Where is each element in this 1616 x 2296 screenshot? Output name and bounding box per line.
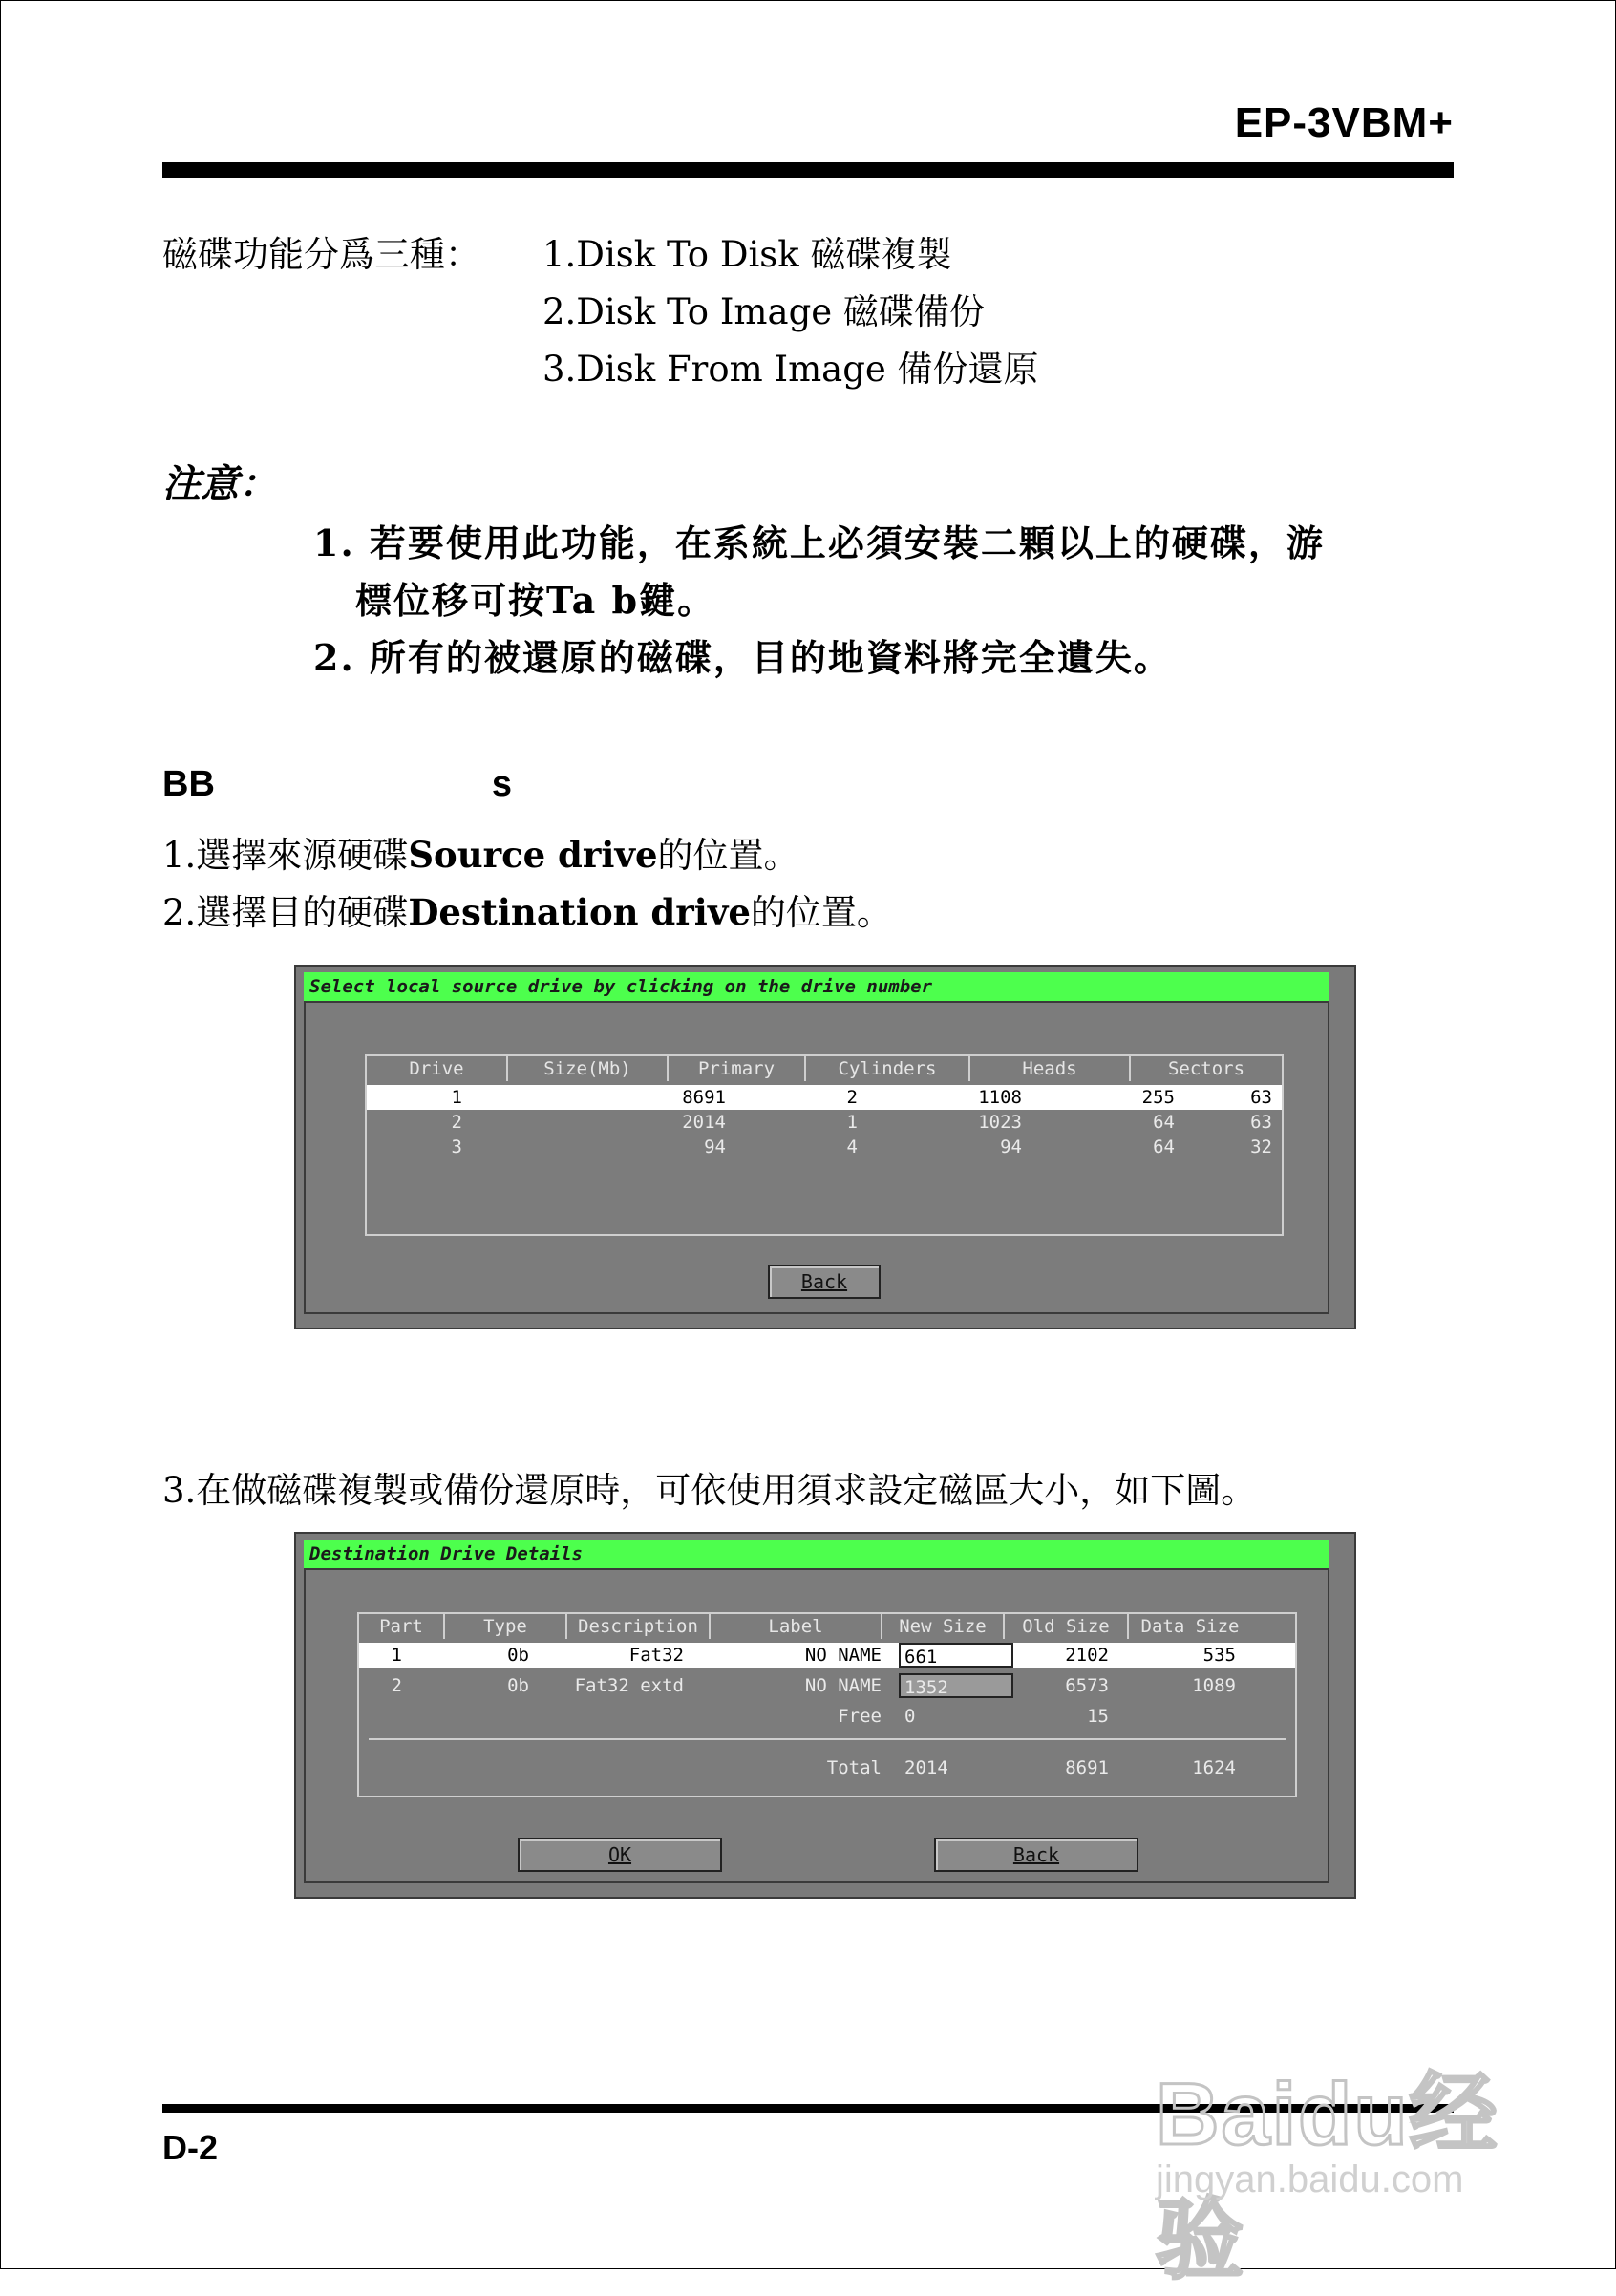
partition-table-header: [359, 1614, 1295, 1639]
step-1-pre: 1.選擇來源硬碟: [162, 835, 409, 876]
drive-cell: 94: [1000, 1137, 1022, 1158]
step-2: [162, 883, 892, 935]
partition-row-2[interactable]: [359, 1673, 1295, 1698]
back-button[interactable]: [768, 1265, 881, 1299]
free-row: [359, 1704, 1295, 1729]
total-new-size: 2014: [904, 1757, 948, 1778]
free-label: Free: [838, 1706, 882, 1727]
total-label: Total: [826, 1757, 882, 1778]
note-line-2: 2. 所有的被還原的磁碟，目的地資料將完全遺失。: [313, 636, 1172, 679]
free-old-size: 15: [1087, 1706, 1109, 1727]
total-data-size: 1624: [1192, 1757, 1236, 1778]
drive-cell: 2: [846, 1087, 858, 1108]
drive-cell: 63: [1250, 1087, 1272, 1108]
drive-table: [365, 1054, 1284, 1236]
source-drive-title: Select local source drive by clicking on the drive number: [304, 972, 1329, 1001]
col-data-size: Data Size: [1140, 1616, 1240, 1637]
partition-row-1[interactable]: [359, 1643, 1295, 1668]
intro-item-3: 3.Disk From Image 備份還原: [542, 349, 1039, 390]
back-button-label: Back: [800, 1270, 848, 1293]
header-title: EP-3VBM+: [1234, 99, 1454, 146]
drive-cell: 1108: [978, 1087, 1022, 1108]
free-new-size: 0: [904, 1706, 916, 1727]
ok-button[interactable]: [518, 1838, 722, 1872]
drive-cell: 8691: [682, 1087, 726, 1108]
col-type: Type: [445, 1614, 567, 1639]
drive-cell: 64: [1153, 1112, 1175, 1133]
partition-table: [357, 1612, 1297, 1797]
destination-details-title: Destination Drive Details: [304, 1540, 1329, 1568]
partition-cell: 2102: [1065, 1645, 1109, 1666]
step-2-bold: Destination drive: [408, 891, 751, 933]
partition-cell: 6573: [1065, 1675, 1109, 1696]
drive-table-header: [367, 1056, 1282, 1081]
step-3: 3.在做磁碟複製或備份還原時，可依使用須求設定磁區大小，如下圖。: [162, 1470, 1257, 1511]
drive-cell: 1: [846, 1112, 858, 1133]
new-size-input-1[interactable]: 661: [899, 1643, 1013, 1668]
partition-cell: 0b: [507, 1645, 529, 1666]
note-line-1b: 標位移可按Ta b鍵。: [355, 579, 716, 622]
partition-cell: 1089: [1192, 1675, 1236, 1696]
note-line-1: 1. 若要使用此功能，在系統上必須安裝二顆以上的硬碟，游: [313, 521, 1325, 564]
intro-item-1: 1.Disk To Disk 磁碟複製: [542, 234, 952, 275]
step-1-post: 的位置。: [657, 835, 799, 876]
back-button-2[interactable]: [934, 1838, 1138, 1872]
section-heading: [162, 764, 512, 805]
col-primary: Primary: [669, 1056, 806, 1081]
drive-row-3[interactable]: [367, 1135, 1282, 1159]
partition-cell: 1: [391, 1645, 402, 1666]
partition-cell: Fat32: [628, 1645, 684, 1666]
col-size: Size(Mb): [508, 1056, 669, 1081]
drive-cell: 4: [846, 1137, 858, 1158]
col-heads: Heads: [970, 1056, 1131, 1081]
watermark-url: jingyan.baidu.com: [1156, 2158, 1464, 2200]
source-drive-window: [294, 965, 1356, 1329]
back-button-2-label: Back: [1012, 1843, 1060, 1866]
drive-cell: 2014: [682, 1112, 726, 1133]
new-size-input-2[interactable]: 1352: [899, 1673, 1013, 1698]
drive-cell: 2: [451, 1112, 462, 1133]
partition-cell: 2: [391, 1675, 402, 1696]
total-separator: [369, 1738, 1286, 1740]
header-rule: [162, 162, 1454, 178]
drive-cell: 1023: [978, 1112, 1022, 1133]
col-old-size: Old Size: [1005, 1614, 1129, 1639]
step-1-bold: Source drive: [408, 834, 658, 876]
drive-cell: 3: [451, 1137, 462, 1158]
partition-cell: 535: [1202, 1645, 1236, 1666]
section-heading-right: s: [491, 764, 513, 804]
col-description: Description: [567, 1614, 711, 1639]
ok-button-label: OK: [607, 1843, 632, 1866]
drive-cell: 255: [1141, 1087, 1175, 1108]
step-1: [162, 826, 799, 878]
total-old-size: 8691: [1065, 1757, 1109, 1778]
col-part: Part: [359, 1614, 445, 1639]
section-heading-left: BB: [162, 764, 215, 804]
drive-cell: 94: [704, 1137, 726, 1158]
drive-cell: 64: [1153, 1137, 1175, 1158]
drive-row-2[interactable]: [367, 1110, 1282, 1135]
intro-item-2: 2.Disk To Image 磁碟備份: [542, 291, 985, 332]
col-label: Label: [711, 1614, 882, 1639]
watermark-logo: Baidu经验: [1156, 2066, 1499, 2289]
intro-label: 磁碟功能分爲三種：: [162, 234, 480, 275]
col-new-size: New Size: [882, 1614, 1005, 1639]
col-sectors: Sectors: [1167, 1058, 1245, 1079]
col-cylinders: Cylinders: [806, 1056, 970, 1081]
partition-cell: Fat32 extd: [574, 1675, 684, 1696]
drive-cell: 63: [1250, 1112, 1272, 1133]
total-row: [359, 1755, 1295, 1780]
note-title: 注意：: [162, 461, 277, 506]
destination-details-window: [294, 1532, 1356, 1899]
col-drive: Drive: [367, 1056, 508, 1081]
drive-cell: 1: [451, 1087, 462, 1108]
partition-cell: NO NAME: [804, 1675, 882, 1696]
drive-cell: 32: [1250, 1137, 1272, 1158]
page-number: D-2: [162, 2128, 219, 2167]
drive-row-1[interactable]: [367, 1085, 1282, 1110]
partition-cell: 0b: [507, 1675, 529, 1696]
step-2-pre: 2.選擇目的硬碟: [162, 892, 409, 933]
baidu-watermark: [1146, 2025, 1528, 2289]
partition-cell: NO NAME: [804, 1645, 882, 1666]
step-2-post: 的位置。: [750, 892, 892, 933]
